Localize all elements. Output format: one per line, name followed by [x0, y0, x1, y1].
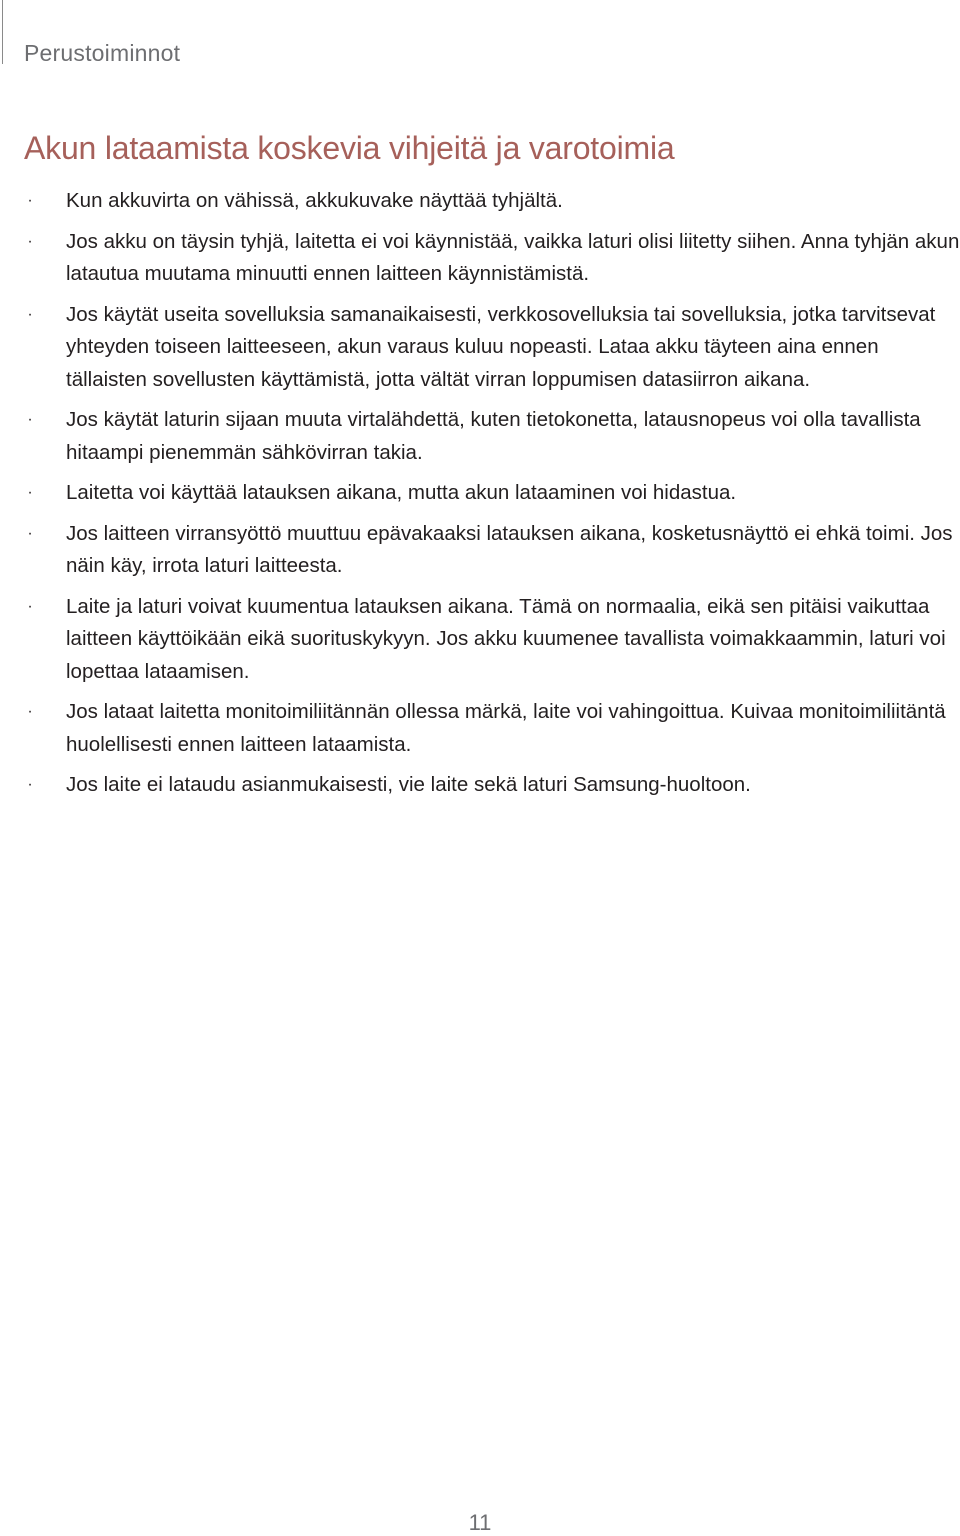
list-item	[24, 591, 960, 689]
page-number: 11	[468, 1510, 492, 1535]
bullet-icon: ·	[27, 192, 33, 209]
list-item	[24, 477, 960, 510]
bullet-icon: ·	[27, 232, 33, 250]
list-item-text: Jos käytät useita sovelluksia samanaikaisesti, verkkosovelluksia tai sovelluksia, jotka tarvitsevat yhteyden toiseen laitteeseen, akun varaus kuluu nopeasti. Lataa akku täyteen aina ennen tällaisten sovellusten käyttämistä, jotta vältät virran loppumisen datasiirron aikana.	[66, 302, 936, 391]
bullet-icon: ·	[27, 597, 33, 615]
bullet-icon: ·	[27, 524, 33, 542]
list-item-text: Laitetta voi käyttää latauksen aikana, mutta akun lataaminen voi hidastua.	[66, 481, 737, 504]
list-item-text: Jos käytät laturin sijaan muuta virtalähdettä, kuten tietokonetta, latausnopeus voi olla tavallista hitaampi pienemmän sähkövirran takia.	[66, 408, 921, 464]
list-item	[24, 518, 960, 583]
list-item	[24, 226, 960, 291]
list-item-text: Kun akkuvirta on vähissä, akkukuvake näyttää tyhjältä.	[66, 189, 563, 212]
margin-rule	[2, 0, 3, 64]
list-item-text: Jos laitteen virransyöttö muuttuu epävakaaksi latauksen aikana, kosketusnäyttö ei ehkä toimi. Jos näin käy, irrota laturi laitteesta.	[66, 521, 953, 577]
list-item-text: Jos laite ei lataudu asianmukaisesti, vie laite sekä laturi Samsung-huoltoon.	[66, 773, 751, 796]
bullet-icon: ·	[27, 484, 33, 501]
list-item-text: Jos akku on täysin tyhjä, laitetta ei voi käynnistää, vaikka laturi olisi liitetty siihen. Anna tyhjän akun latautua muutama minuutti ennen laitteen käynnistämistä.	[66, 229, 960, 285]
list-item	[24, 185, 960, 218]
bullet-icon: ·	[27, 411, 33, 428]
bullet-icon: ·	[27, 305, 33, 323]
page-title: Akun lataamista koskevia vihjeitä ja varotoimia	[24, 130, 675, 166]
section-header: Perustoiminnot	[24, 40, 181, 66]
tips-list	[24, 185, 960, 810]
list-item	[24, 404, 960, 469]
bullet-icon: ·	[27, 703, 33, 720]
list-item	[24, 299, 960, 397]
list-item-text: Jos lataat laitetta monitoimiliitännän ollessa märkä, laite voi vahingoittua. Kuivaa monitoimiliitäntä huolellisesti ennen laitteen lataamista.	[66, 700, 946, 756]
list-item	[24, 696, 960, 761]
list-item-text: Laite ja laturi voivat kuumentua latauksen aikana. Tämä on normaalia, eikä sen pitäisi vaikuttaa laitteen käyttöikään eikä suorituskykyyn. Jos akku kuumenee tavallista voimakkaammin, laturi voi lopettaa lataamisen.	[66, 594, 946, 683]
bullet-icon: ·	[27, 776, 33, 793]
list-item	[24, 769, 960, 802]
